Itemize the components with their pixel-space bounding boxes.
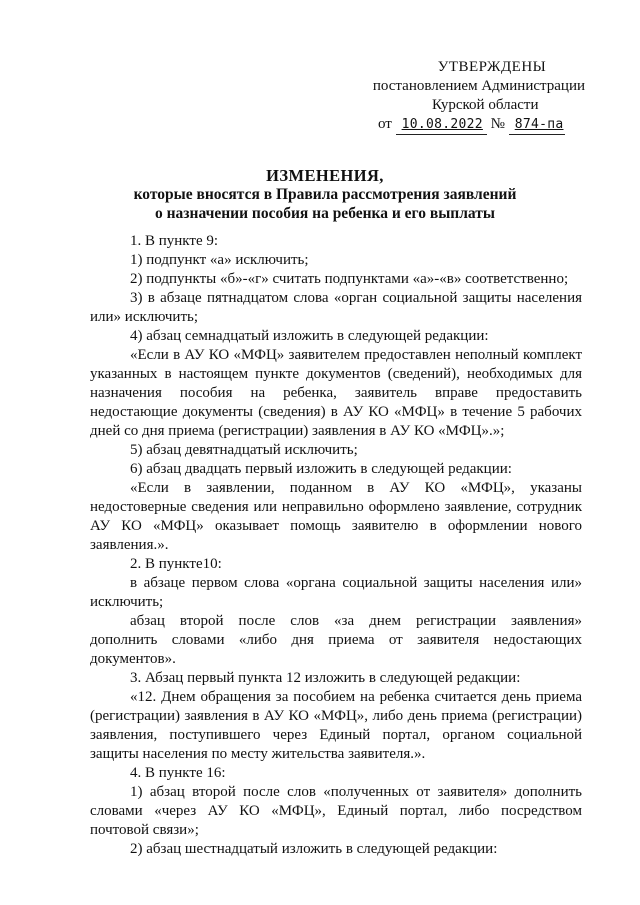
- paragraph: «12. Днем обращения за пособием на ребенка считается день приема (регистрации) заявления в АУ КО «МФЦ», либо день приема (регистрации) заявления, поступившего через Единый портал, органом социальной защиты населения по месту жительства заявителя.».: [90, 689, 582, 762]
- paragraph: 3) в абзаце пятнадцатом слова «орган социальной защиты населения или» исключить;: [90, 290, 582, 325]
- paragraph: 6) абзац двадцать первый изложить в следующей редакции:: [130, 461, 512, 477]
- paragraph: абзац второй после слов «за днем регистрации заявления» дополнить словами «либо дня приема от заявителя недостающих документов».: [90, 613, 582, 667]
- number-label: №: [490, 116, 505, 132]
- from-label: от: [378, 116, 392, 132]
- title-subtitle-1: которые вносятся в Правила рассмотрения заявлений: [133, 186, 517, 203]
- paragraph: 1. В пункте 9:: [130, 233, 219, 249]
- paragraph: 4) абзац семнадцатый изложить в следующей редакции:: [130, 328, 489, 344]
- approval-date: 10.08.2022: [396, 115, 487, 135]
- approved-date-line: [360, 115, 590, 135]
- paragraph: 1) подпункт «а» исключить;: [130, 252, 309, 268]
- paragraph: «Если в АУ КО «МФЦ» заявителем предоставлен неполный комплект указанных в настоящем пункте документов (сведений), необходимых для назначения пособия на ребенка, заявитель вправе предоставить недостающие документы (сведения) в АУ КО «МФЦ» в течение 5 рабочих дней со дня приема (регистрации) заявления в АУ КО «МФЦ».»;: [90, 347, 582, 439]
- paragraph: 1) абзац второй после слов «полученных от заявителя» дополнить словами «через АУ КО «МФЦ», Единый портал, либо посредством почтовой связи»;: [90, 784, 582, 838]
- document-body: [90, 232, 582, 859]
- paragraph: 5) абзац девятнадцатый исключить;: [130, 442, 358, 458]
- paragraph: «Если в заявлении, поданном в АУ КО «МФЦ», указаны недостоверные сведения или неправильно оформлено заявление, сотрудник АУ КО «МФЦ» оказывает помощь заявителю в оформлении нового заявления.».: [90, 480, 582, 553]
- approved-heading: УТВЕРЖДЕНЫ: [437, 59, 547, 75]
- approval-number: 874-па: [509, 115, 566, 135]
- approved-by-line: постановлением Администрации: [372, 78, 585, 94]
- paragraph: 4. В пункте 16:: [130, 765, 226, 781]
- title-main: ИЗМЕНЕНИЯ,: [266, 166, 384, 185]
- paragraph: 2. В пункте10:: [130, 556, 222, 572]
- paragraph: 3. Абзац первый пункта 12 изложить в следующей редакции:: [130, 670, 521, 686]
- approval-block: [360, 58, 590, 135]
- paragraph: 2) абзац шестнадцатый изложить в следующей редакции:: [130, 841, 498, 857]
- document-title: [80, 166, 570, 223]
- title-subtitle-2: о назначении пособия на ребенка и его выплаты: [155, 205, 495, 222]
- approved-region-line: Курской области: [432, 97, 539, 113]
- paragraph: 2) подпункты «б»-«г» считать подпунктами «а»-«в» соответственно;: [130, 271, 569, 287]
- paragraph: в абзаце первом слова «органа социальной защиты населения или» исключить;: [90, 575, 582, 610]
